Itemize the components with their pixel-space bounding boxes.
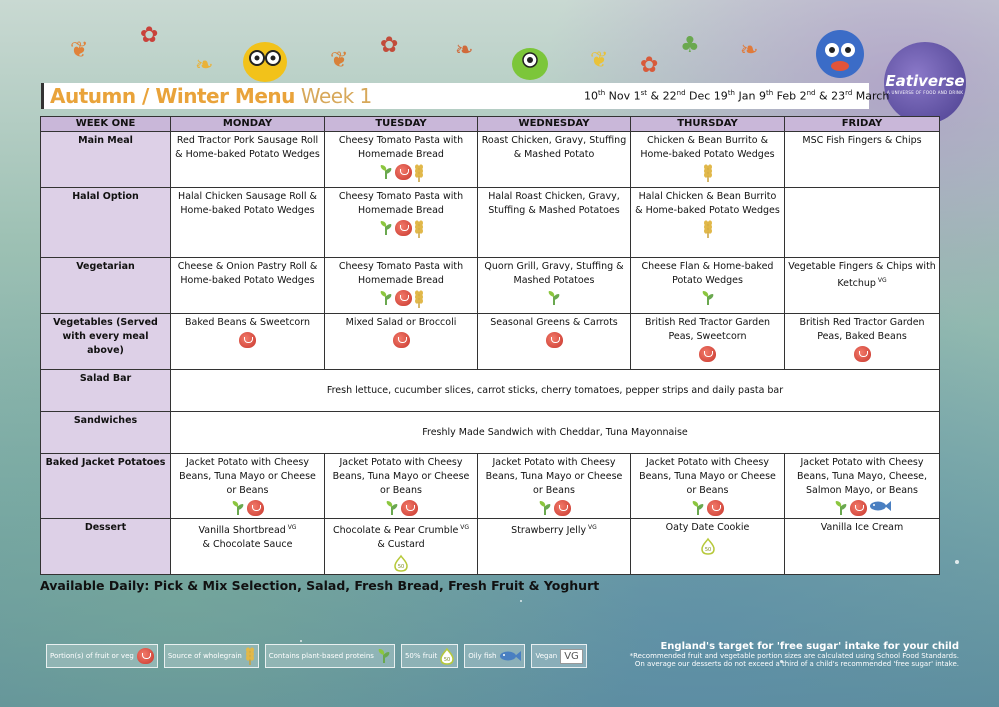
dish-icons [174,332,321,348]
dish-text: MSC Fish Fingers & Chips [802,135,922,146]
row-label: Main Meal [41,132,171,188]
dish-text: Baked Beans & Sweetcorn [184,317,310,328]
fruit-veg-icon [401,500,418,516]
date-text: & 22 [647,89,677,103]
date-text: March [852,89,890,103]
dish-text: Vanilla Ice Cream [820,522,904,533]
vegan-mark: VG [285,524,297,531]
fruit-veg-icon [247,500,264,516]
dish-icons [788,500,936,516]
oily-fish-icon [499,650,521,662]
fruit-veg-icon [707,500,724,516]
menu-cell [325,188,478,258]
plant-icon [547,290,561,306]
key-item [46,644,158,668]
menu-cell [478,188,631,258]
wholegrain-icon [703,164,713,182]
key-label: Source of wholegrain [167,652,242,660]
fruit-veg-icon [546,332,563,348]
column-header: THURSDAY [631,117,785,132]
dish-icons [328,332,474,348]
date-ordinal-suffix: th [765,89,774,97]
menu-cell: Freshly Made Sandwich with Cheddar, Tuna Mayonnaise [171,412,940,454]
sugar-note [630,641,959,668]
menu-cell [631,132,785,188]
dish-text: Quorn Grill, Gravy, Stuffing & Mashed Potatoes [484,261,624,286]
menu-cell [325,454,478,519]
table-row [41,258,940,314]
plant-icon [379,164,393,180]
menu-cell [785,519,940,575]
date-ordinal-suffix: th [598,89,606,97]
fruit-veg-icon [854,346,871,362]
dish-text: British Red Tractor Garden Peas, Sweetcorn [644,317,771,342]
svg-text:50: 50 [397,564,405,571]
plant-icon [834,500,848,516]
available-daily: Available Daily: Pick & Mix Selection, Salad, Fresh Bread, Fresh Fruit & Yoghurt [40,578,600,593]
fruit-veg-icon [554,500,571,516]
dish-text: Jacket Potato with Cheesy Beans, Tuna Mayo or Cheese or Beans [179,457,316,496]
menu-cell [478,519,631,575]
menu-title: Autumn / Winter Menu [50,84,295,108]
date-text: & 23 [815,89,846,103]
key-label: Contains plant-based proteins [268,652,374,660]
dish-icons [634,220,781,238]
dish-text: British Red Tractor Garden Peas, Baked Beans [799,317,925,342]
fruit-50-icon [440,647,454,665]
logo-tagline: A UNIVERSE OF FOOD AND DRINK [886,89,964,95]
table-row [41,132,940,188]
plant-icon [379,220,393,236]
sugar-note-title: England's target for 'free sugar' intake for your child [660,641,959,652]
menu-cell [325,258,478,314]
table-row [41,370,940,412]
fruit-veg-icon [239,332,256,348]
menu-cell [171,519,325,575]
dish-icons [328,220,474,238]
date-text: Dec 19 [685,89,728,103]
menu-cell [631,519,785,575]
date-ordinal-suffix: rd [845,89,853,97]
key-label: 50% fruit [404,652,438,660]
dish-text: Jacket Potato with Cheesy Beans, Tuna Mayo or Cheese or Beans [332,457,470,496]
plant-icon [385,500,399,516]
dish-text-extra: & Chocolate Sauce [202,539,293,551]
fruit-50-icon [394,554,408,572]
key-item [464,644,525,668]
blue-monster-mascot-icon [808,18,872,82]
table-row [41,519,940,575]
dish-text: Cheesy Tomato Pasta with Homemade Bread [338,191,464,216]
table-row [41,188,940,258]
fruit-veg-icon [393,332,410,348]
fruit-veg-icon [850,500,867,516]
row-label: Dessert [41,519,171,575]
dish-text: Jacket Potato with Cheesy Beans, Tuna Mayo, Cheese, Salmon Mayo, or Beans [796,457,928,496]
menu-cell [785,314,940,370]
menu-cell [478,454,631,519]
menu-cell [325,314,478,370]
table-row [41,412,940,454]
dish-text: Cheesy Tomato Pasta with Homemade Bread [338,135,464,160]
plant-icon [701,290,715,306]
logo-name: Eativerse [885,71,965,90]
date-text: 10 [584,89,598,103]
menu-cell [478,258,631,314]
dish-text: Red Tractor Pork Sausage Roll & Home-baked Potato Wedges [175,135,320,160]
row-label: Halal Option [41,188,171,258]
wholegrain-icon [703,220,713,238]
key-label: Portion(s) of fruit or veg [50,652,134,660]
dish-text: Cheesy Tomato Pasta with Homemade Bread [338,261,464,286]
table-header-row [41,117,940,132]
row-label: Vegetables (Served with every meal above) [41,314,171,370]
dish-text: Jacket Potato with Cheesy Beans, Tuna Mayo or Cheese or Beans [639,457,776,496]
date-ordinal-suffix: st [640,89,648,97]
dish-text: Cheese Flan & Home-baked Potato Wedges [641,261,774,286]
week-label: Week 1 [300,84,372,108]
dish-icons [788,346,936,362]
key-item [531,644,586,668]
dish-text-extra: & Custard [377,539,425,551]
key-label: Oily fish [468,652,497,660]
dish-icons [328,500,474,516]
menu-cell [171,188,325,258]
wholegrain-icon [414,290,424,308]
dish-icons [328,554,474,572]
key-label: Vegan [535,652,558,660]
menu-table [40,116,940,575]
sugar-note-line2: On average our desserts do not exceed a third of a child's recommended 'free sugar' intake. [634,660,959,668]
alien-mascot-icon [505,38,555,83]
table-row [41,314,940,370]
icon-key-legend [46,644,587,668]
plant-icon [538,500,552,516]
plant-icon [691,500,705,516]
key-item [265,644,395,668]
svg-text:50: 50 [444,657,451,663]
dish-text: Vanilla Shortbread [198,525,286,537]
dish-icons [481,290,627,306]
date-ordinal-suffix: th [727,89,735,97]
fruit-50-icon [701,537,715,555]
date-ordinal-suffix: nd [806,89,816,97]
dish-text: Jacket Potato with Cheesy Beans, Tuna Mayo or Cheese or Beans [485,457,623,496]
column-header: MONDAY [171,117,325,132]
dish-icons [481,500,627,516]
dish-text: Chocolate & Pear Crumble [333,525,459,537]
dish-text: Roast Chicken, Gravy, Stuffing & Mashed Potato [481,135,627,160]
oily-fish-icon [869,500,891,512]
row-label: Vegetarian [41,258,171,314]
dish-text: Mixed Salad or Broccoli [345,317,457,328]
menu-cell [631,454,785,519]
menu-cell: Fresh lettuce, cucumber slices, carrot sticks, cherry tomatoes, pepper strips and daily pasta bar [171,370,940,412]
dish-icons [634,346,781,362]
plant-icon [231,500,245,516]
key-item [401,644,458,668]
date-text: Nov 1 [605,89,641,103]
key-item [164,644,259,668]
dish-text: Seasonal Greens & Carrots [490,317,618,328]
row-label: Salad Bar [41,370,171,412]
page-title [50,84,372,108]
menu-cell [631,188,785,258]
date-ordinal-suffix: nd [676,89,686,97]
column-header: WEEK ONE [41,117,171,132]
date-text: Jan 9 [735,89,766,103]
dish-icons [634,500,781,516]
plant-icon [379,290,393,306]
dish-text: Chicken & Bean Burrito & Home-baked Potato Wedges [640,135,775,160]
column-header: TUESDAY [325,117,478,132]
dish-text: Cheese & Onion Pastry Roll & Home-baked Potato Wedges [177,261,318,286]
row-label: Baked Jacket Potatoes [41,454,171,519]
menu-cell [631,258,785,314]
fruit-veg-icon [137,648,154,664]
dish-icons [634,164,781,182]
vegan-mark: VG [458,524,469,531]
date-text: Feb 2 [773,89,807,103]
dish-icons [328,290,474,308]
fruit-veg-icon [395,164,412,180]
wholegrain-icon [414,164,424,182]
wholegrain-icon [414,220,424,238]
menu-cell [785,132,940,188]
dish-icons [174,500,321,516]
fruit-veg-icon [699,346,716,362]
menu-cell [171,454,325,519]
dish-icons [328,164,474,182]
dish-icons [634,537,781,555]
menu-cell [785,454,940,519]
eativerse-logo [884,42,966,124]
wholegrain-icon [245,647,255,665]
dish-text: Oaty Date Cookie [665,522,750,533]
vegan-mark: VG [586,524,597,531]
menu-cell [785,258,940,314]
column-header: WEDNESDAY [478,117,631,132]
table-row [41,454,940,519]
dish-icons [634,290,781,306]
dish-text: Vegetable Fingers & Chips with Ketchup [788,261,936,290]
monster-mascot-icon [235,30,295,85]
menu-cell [171,132,325,188]
menu-cell [325,519,478,575]
dish-text: Halal Chicken & Bean Burrito & Home-baked Potato Wedges [635,191,780,216]
fruit-veg-icon [395,290,412,306]
menu-cell [785,188,940,258]
menu-cell [478,314,631,370]
vegan-mark: VG [875,277,887,284]
sugar-note-line1: *Recommended fruit and vegetable portion sizes are calculated using School Food Standards. [629,652,959,660]
vegan-badge: VG [560,649,583,664]
menu-dates [584,89,889,103]
svg-text:50: 50 [704,547,711,553]
menu-cell [171,314,325,370]
dish-text: Halal Roast Chicken, Gravy, Stuffing & Mashed Potatoes [488,191,620,216]
row-label: Sandwiches [41,412,171,454]
dish-icons [481,332,627,348]
dish-text: Halal Chicken Sausage Roll & Home-baked Potato Wedges [178,191,317,216]
menu-cell [325,132,478,188]
menu-cell [478,132,631,188]
plant-icon [377,648,391,664]
menu-cell [631,314,785,370]
menu-cell [171,258,325,314]
dish-text: Strawberry Jelly [511,525,587,537]
fruit-veg-icon [395,220,412,236]
column-header: FRIDAY [785,117,940,132]
